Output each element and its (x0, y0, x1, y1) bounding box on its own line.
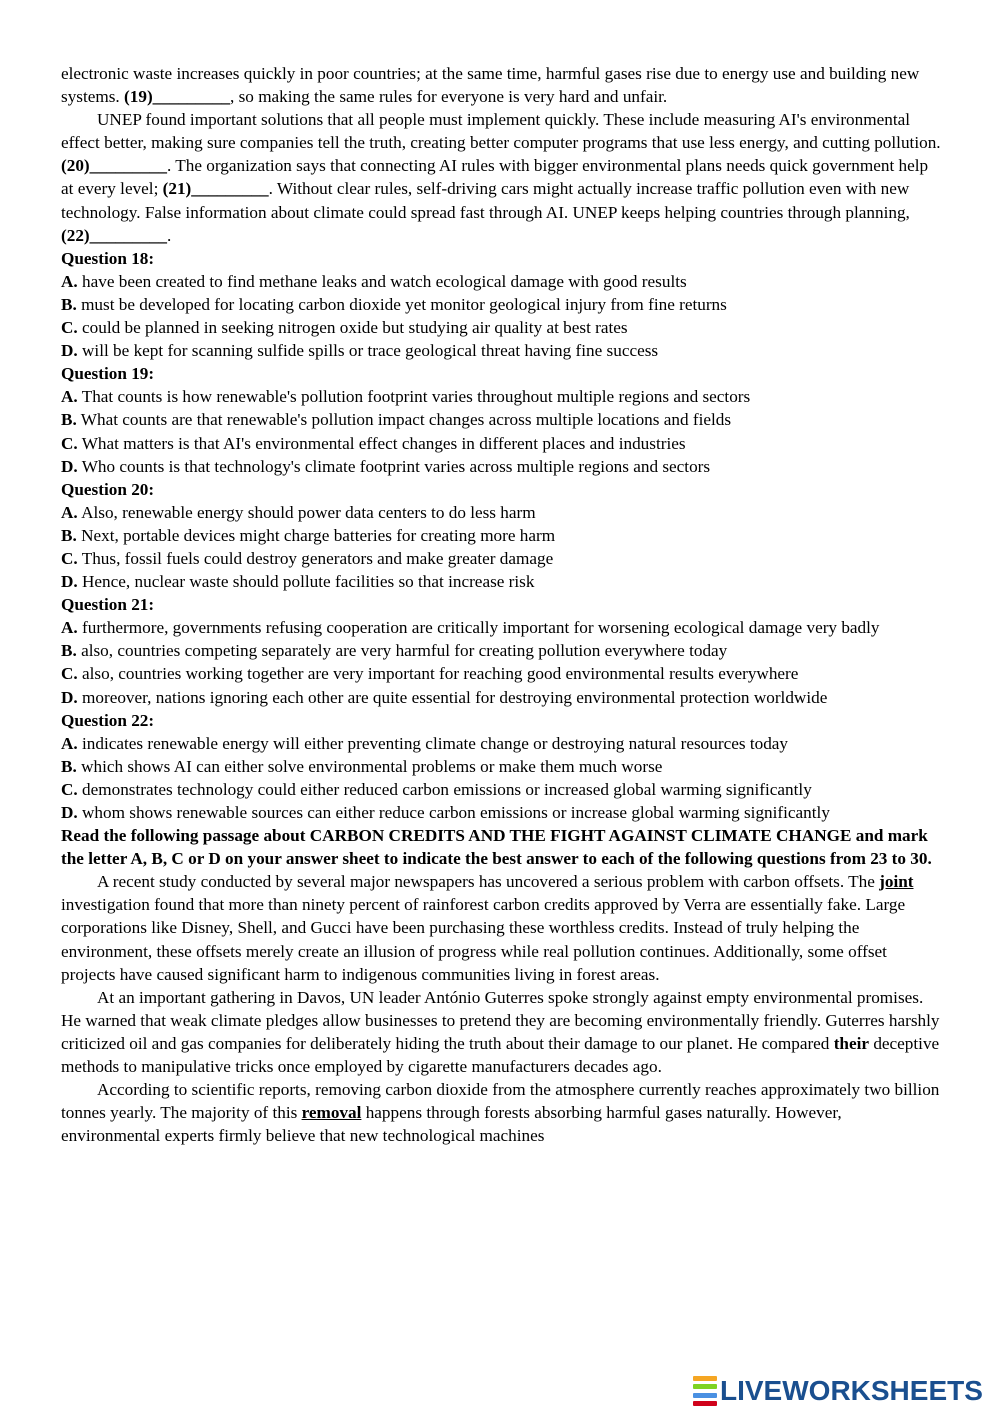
option-letter: B. (61, 641, 77, 661)
option-b[interactable] (61, 639, 941, 662)
underlined-word-removal: removal (301, 1103, 362, 1123)
liveworksheets-logo-icon (693, 1376, 717, 1406)
passage-paragraph (61, 108, 941, 247)
option-letter: D. (61, 341, 78, 361)
option-text: That counts is how renewable's pollution footprint varies throughout multiple regions and sectors (77, 387, 751, 407)
blank-21: (21)_________ (162, 179, 269, 199)
passage-text: investigation found that more than ninety percent of rainforest carbon credits approved by Verra are essentially fake. Large corporations like Disney, Shell, and Gucci have been purchasing these worthless credits. Instead of truly helping the environment, these offsets merely create an illusion of progress while real pollution continues. Additionally, some offset projects have caused significant harm to indigenous communities living in forest areas. (61, 895, 906, 984)
option-c[interactable] (61, 432, 941, 455)
passage-text: , so making the same rules for everyone is very hard and unfair. (230, 87, 668, 107)
option-letter: A. (61, 502, 78, 522)
option-d[interactable] (61, 686, 941, 709)
option-text: moreover, nations ignoring each other are quite essential for destroying environmental protection worldwide (77, 687, 828, 707)
passage-text: deceptive methods to manipulative tricks once employed by cigarette manufacturers decades ago. (61, 1033, 940, 1077)
option-text: Also, renewable energy should power data centers to do less harm (77, 502, 536, 522)
option-letter: D. (61, 572, 78, 592)
question-22 (61, 709, 941, 824)
passage-paragraph (61, 1078, 941, 1147)
option-letter: A. (61, 618, 78, 638)
option-text: will be kept for scanning sulfide spills or trace geological threat having fine success (77, 341, 659, 361)
underlined-word-joint: joint (879, 872, 914, 892)
passage-text: According to scientific reports, removing carbon dioxide from the atmosphere currently reaches approximately two billion tonnes yearly. The majority of this (61, 1080, 940, 1123)
option-letter: B. (61, 756, 77, 776)
option-a[interactable] (61, 732, 941, 755)
blank-22: (22)_________ (61, 225, 167, 245)
question-18 (61, 247, 941, 362)
option-letter: B. (61, 410, 77, 430)
passage-text: electronic waste increases quickly in poor countries; at the same time, harmful gases rise due to energy use and building new systems. (61, 64, 920, 107)
option-b[interactable] (61, 755, 941, 778)
passage-paragraph (61, 986, 941, 1078)
option-a[interactable] (61, 616, 941, 639)
option-text: demonstrates technology could either reduced carbon emissions or increased global warming significantly (77, 779, 812, 799)
passage-text: . (166, 225, 172, 245)
option-letter: A. (61, 271, 78, 291)
passage-paragraph (61, 62, 941, 108)
option-d[interactable] (61, 339, 941, 362)
passage-text: happens through forests absorbing harmful gases naturally. However, environmental experts firmly believe that new technological machines (61, 1103, 842, 1146)
logo-text: LIVEWORKSHEETS (720, 1375, 983, 1406)
option-letter: C. (61, 318, 78, 338)
option-text: could be planned in seeking nitrogen oxide but studying air quality at best rates (77, 318, 628, 338)
option-text: What matters is that AI's environmental effect changes in different places and industries (77, 433, 686, 453)
option-d[interactable] (61, 570, 941, 593)
option-letter: A. (61, 733, 78, 753)
question-title: Question 22: (61, 710, 155, 730)
passage-text: At an important gathering in Davos, UN leader António Guterres spoke strongly against empty environmental promises. He warned that weak climate pledges allow businesses to pretend they are becoming environmentally friendly. Guterres harshly criticized oil and gas companies for deliberately hiding the truth about their damage to our planet. He compared (61, 987, 940, 1053)
option-text: have been created to find methane leaks and watch ecological damage with good results (77, 271, 687, 291)
passage-text: UNEP found important solutions that all people must implement quickly. These include measuring AI's environmental effect better, making sure companies tell the truth, creating better computer programs that use less energy, and cutting pollution. (61, 110, 941, 153)
option-text: also, countries competing separately are very harmful for creating pollution everywhere today (76, 641, 728, 661)
option-c[interactable] (61, 778, 941, 801)
option-letter: A. (61, 387, 78, 407)
option-text: Next, portable devices might charge batteries for creating more harm (76, 525, 556, 545)
option-text: indicates renewable energy will either preventing climate change or destroying natural resources today (77, 733, 789, 753)
passage-text: A recent study conducted by several major newspapers has uncovered a serious problem with carbon offsets. The (97, 872, 880, 892)
blank-19: (19)_________ (124, 87, 231, 107)
passage-text: . Without clear rules, self-driving cars might actually increase traffic pollution even with new technology. False information about climate could spread fast through AI. UNEP keeps helping countries through planning, (61, 179, 910, 222)
option-text: must be developed for locating carbon dioxide yet monitor geological injury from fine returns (76, 294, 727, 314)
option-letter: C. (61, 779, 78, 799)
option-text: Who counts is that technology's climate footprint varies across multiple regions and sectors (77, 456, 711, 476)
option-text: Thus, fossil fuels could destroy generators and make greater damage (77, 548, 554, 568)
option-letter: C. (61, 548, 78, 568)
option-d[interactable] (61, 801, 941, 824)
option-b[interactable] (61, 524, 941, 547)
option-a[interactable] (61, 385, 941, 408)
passage-text: . The organization says that connecting AI rules with bigger environmental plans needs quick government help at every level; (61, 156, 929, 199)
option-d[interactable] (61, 455, 941, 478)
option-text: furthermore, governments refusing cooperation are critically important for worsening ecological damage very badly (77, 618, 880, 638)
bold-word-their: their (833, 1033, 870, 1053)
option-letter: D. (61, 803, 78, 822)
option-letter: D. (61, 456, 78, 476)
option-text: Hence, nuclear waste should pollute facilities so that increase risk (77, 572, 535, 592)
worksheet-page (61, 62, 941, 1147)
option-text: also, countries working together are very important for reaching good environmental results everywhere (77, 664, 799, 684)
question-21 (61, 593, 941, 708)
question-19 (61, 362, 941, 477)
question-20 (61, 478, 941, 593)
blank-20: (20)_________ (61, 156, 167, 176)
option-letter: D. (61, 687, 78, 707)
option-c[interactable] (61, 316, 941, 339)
passage-paragraph (61, 870, 941, 985)
option-text: whom shows renewable sources can either reduce carbon emissions or increase global warming significantly (77, 803, 830, 822)
option-b[interactable] (61, 408, 941, 431)
option-c[interactable] (61, 547, 941, 570)
option-a[interactable] (61, 501, 941, 524)
question-title: Question 21: (61, 595, 155, 615)
option-c[interactable] (61, 662, 941, 685)
question-title: Question 19: (61, 364, 155, 384)
option-a[interactable] (61, 270, 941, 293)
reading-instruction: Read the following passage about CARBON CREDITS AND THE FIGHT AGAINST CLIMATE CHANGE and mark the letter A, B, C or D on your answer sheet to indicate the best answer to each of the following questions from 23 to 30. (61, 826, 932, 869)
option-letter: B. (61, 294, 77, 314)
option-letter: B. (61, 525, 77, 545)
option-letter: C. (61, 664, 78, 684)
option-text: What counts are that renewable's pollution impact changes across multiple locations and fields (76, 410, 732, 430)
question-title: Question 20: (61, 479, 155, 499)
question-title: Question 18: (61, 248, 155, 268)
liveworksheets-logo[interactable] (693, 1374, 983, 1408)
option-letter: C. (61, 433, 78, 453)
option-b[interactable] (61, 293, 941, 316)
option-text: which shows AI can either solve environmental problems or make them much worse (76, 756, 663, 776)
